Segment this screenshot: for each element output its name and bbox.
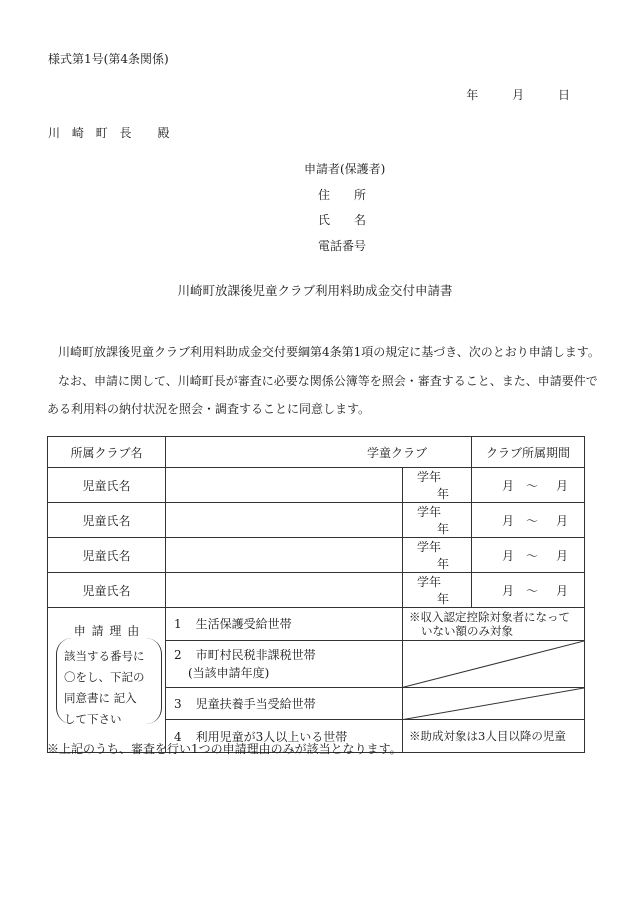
child-label: 児童氏名 bbox=[48, 538, 166, 573]
period-tilde: 〜 bbox=[526, 583, 539, 598]
date-year: 年 bbox=[466, 88, 479, 102]
applicant-phone-label: 電話番号 bbox=[318, 239, 367, 253]
reason-title: 申 請 理 由 bbox=[73, 624, 141, 638]
footer-note: ※上記のうち、審査を行い1つの申請理由のみが該当となります。 bbox=[47, 742, 402, 756]
diagonal-line bbox=[403, 641, 584, 687]
reason-text: 市町村民税非課税世帯 bbox=[195, 647, 316, 662]
reason-note-line: いない額のみ対象 bbox=[421, 623, 513, 638]
date-day: 日 bbox=[557, 88, 570, 102]
reason-note-4: ※助成対象は3人目以降の児童 bbox=[403, 720, 585, 753]
instruction-line: 〇をし、下記の bbox=[64, 670, 145, 684]
period-header: クラブ所属期間 bbox=[472, 437, 585, 468]
body-paragraph-1: 川崎町放課後児童クラブ利用料助成金交付要綱第4条第1項の規定に基づき、次のとおり申請します。 bbox=[58, 345, 600, 359]
addressee-honorific: 殿 bbox=[157, 126, 174, 140]
period-month-end: 月 bbox=[556, 513, 569, 528]
body-paragraph-3: ある利用料の納付状況を照会・調査することに同意します。 bbox=[47, 402, 371, 416]
grade-label: 学年 bbox=[417, 505, 442, 519]
period-tilde: 〜 bbox=[526, 548, 539, 563]
reason-instruction bbox=[64, 646, 145, 730]
reason-note-1 bbox=[403, 608, 585, 641]
date-line bbox=[444, 86, 570, 103]
reason-text: 生活保護受給世帯 bbox=[195, 617, 292, 632]
form-number: 様式第1号(第4条関係) bbox=[48, 52, 169, 66]
reason-option-1[interactable] bbox=[166, 608, 403, 641]
child-label: 児童氏名 bbox=[48, 573, 166, 608]
club-label: 所属クラブ名 bbox=[48, 437, 166, 468]
reason-note-line: ※収入認定控除対象者になって bbox=[409, 609, 570, 624]
period-field[interactable] bbox=[472, 468, 585, 503]
instruction-line: 該当する番号に bbox=[64, 649, 145, 663]
application-table bbox=[47, 436, 585, 753]
period-tilde: 〜 bbox=[526, 513, 539, 528]
grade-label: 学年 bbox=[417, 470, 442, 484]
grade-label: 学年 bbox=[417, 575, 442, 589]
reason-text: 児童扶養手当受給世帯 bbox=[195, 697, 316, 712]
date-month: 月 bbox=[512, 88, 525, 102]
child-name-field[interactable] bbox=[166, 538, 403, 573]
period-month-start: 月 bbox=[502, 583, 515, 598]
club-row bbox=[48, 437, 585, 468]
grade-unit: 年 bbox=[437, 522, 450, 536]
reason-sub: (当該申請年度) bbox=[188, 665, 270, 680]
reason-option-3[interactable] bbox=[166, 687, 403, 720]
grade-field[interactable] bbox=[403, 573, 472, 608]
grade-unit: 年 bbox=[437, 487, 450, 501]
reason-note-2-blank bbox=[403, 640, 585, 687]
child-label: 児童氏名 bbox=[48, 503, 166, 538]
reason-option-2[interactable] bbox=[166, 640, 403, 687]
body-paragraph-2: なお、申請に関して、川崎町長が審査に必要な関係公簿等を照会・審査すること、また、申請要件で bbox=[58, 374, 598, 388]
period-month-end: 月 bbox=[556, 583, 569, 598]
period-month-start: 月 bbox=[502, 478, 515, 493]
child-name-field[interactable] bbox=[166, 573, 403, 608]
diagonal-line bbox=[403, 688, 584, 720]
reason-num: 1 bbox=[174, 617, 182, 632]
reason-label-cell bbox=[48, 608, 166, 753]
child-label: 児童氏名 bbox=[48, 468, 166, 503]
child-name-field[interactable] bbox=[166, 503, 403, 538]
period-month-start: 月 bbox=[502, 548, 515, 563]
period-month-start: 月 bbox=[502, 513, 515, 528]
applicant-title: 申請者(保護者) bbox=[304, 162, 386, 176]
instruction-line: 同意書に 記入 bbox=[64, 691, 137, 705]
reason-row-1 bbox=[48, 608, 585, 641]
reason-num: 3 bbox=[174, 697, 182, 712]
child-row bbox=[48, 573, 585, 608]
period-field[interactable] bbox=[472, 503, 585, 538]
club-suffix: 学童クラブ bbox=[367, 445, 428, 460]
instruction-line: して下さい bbox=[64, 712, 122, 726]
grade-field[interactable] bbox=[403, 503, 472, 538]
addressee bbox=[48, 124, 173, 141]
grade-label: 学年 bbox=[417, 540, 442, 554]
child-row bbox=[48, 468, 585, 503]
period-month-end: 月 bbox=[556, 478, 569, 493]
period-field[interactable] bbox=[472, 538, 585, 573]
applicant-name-label: 氏 名 bbox=[318, 213, 367, 227]
period-tilde: 〜 bbox=[526, 478, 539, 493]
reason-num: 2 bbox=[174, 647, 182, 662]
club-name-field[interactable] bbox=[166, 437, 472, 468]
child-name-field[interactable] bbox=[166, 468, 403, 503]
document-title: 川崎町放課後児童クラブ利用料助成金交付申請書 bbox=[177, 283, 453, 298]
grade-unit: 年 bbox=[437, 592, 450, 606]
child-row bbox=[48, 503, 585, 538]
reason-num: 4 bbox=[174, 729, 182, 744]
child-row bbox=[48, 538, 585, 573]
period-month-end: 月 bbox=[556, 548, 569, 563]
addressee-name: 川 崎 町 長 bbox=[48, 126, 136, 140]
applicant-address-label: 住 所 bbox=[318, 188, 367, 202]
period-field[interactable] bbox=[472, 573, 585, 608]
reason-note-3-blank bbox=[403, 687, 585, 720]
grade-field[interactable] bbox=[403, 468, 472, 503]
reason-text: 利用児童が3人以上いる世帯 bbox=[195, 729, 348, 744]
grade-unit: 年 bbox=[437, 557, 450, 571]
grade-field[interactable] bbox=[403, 538, 472, 573]
